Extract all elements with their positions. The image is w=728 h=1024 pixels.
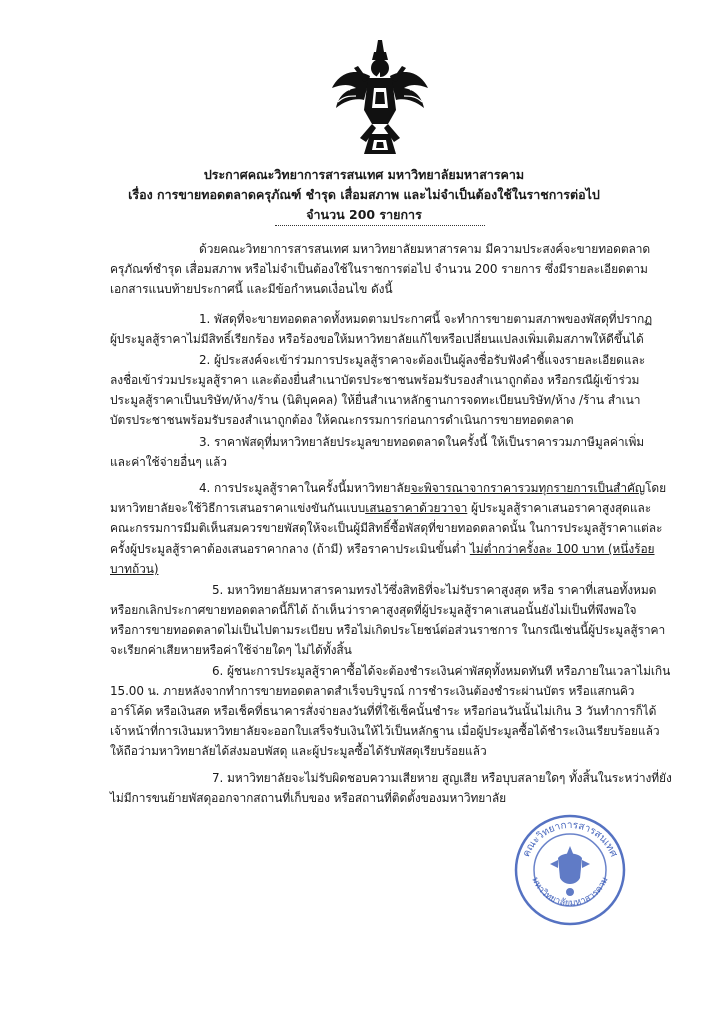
clause-6-line: ให้ถือว่ามหาวิทยาลัยได้ส่งมอบพัสดุ และผู้ประมูลซื้อได้รับพัสดุเรียบร้อยแล้ว: [110, 744, 487, 758]
clause-4-text: ผู้ประมูลสู้ราคาเสนอราคาสูงสุดและ: [467, 501, 652, 515]
clause-7-line: 7. มหาวิทยาลัยจะไม่รับผิดชอบความเสียหาย สูญเสีย หรือบุบสลายใดๆ ทั้งสิ้นในระหว่างที่ยัง: [212, 771, 672, 785]
announcement-title: ประกาศคณะวิทยาการสารสนเทศ มหาวิทยาลัยมหาสารคาม: [203, 167, 525, 182]
clause-3-line: 3. ราคาพัสดุที่มหาวิทยาลัยประมูลขายทอดตลาดในครั้งนี้ ให้เป็นราคารวมภาษีมูลค่าเพิ่ม: [199, 435, 645, 449]
garuda-emblem-icon: [330, 38, 430, 156]
clause-5-line: หรือยกเลิกประกาศขายทอดตลาดนี้ก็ได้ ถ้าเห็นว่าราคาสูงสุดที่ผู้ประมูลสู้ราคาเสนอนั้นยังไม่เป็นที่พึงพอใจ: [110, 603, 637, 617]
clause-4-line: [110, 500, 651, 516]
clause-4-text: มหาวิทยาลัยจะใช้วิธีการเสนอราคาแข่งขันกันแบบ: [110, 501, 366, 515]
clause-4-line: [199, 480, 666, 496]
clause-4-line: คณะกรรมการมีมติเห็นสมควรขายพัสดุให้จะเป็นผู้มีสิทธิ์ซื้อพัสดุที่ขายทอดตลาดนั้น ในการประมูลสู้ราคาแต่ละ: [110, 521, 663, 535]
clause-6-line: อาร์โค้ด หรือเงินสด หรือเช็คที่ธนาคารสั่งจ่ายลงวันที่ที่ใช้เช็คนั้นชำระ หรือก่อนวันนั้นไม่เกิน 3 วันทำการก็ได้: [110, 704, 657, 718]
clause-6-line: 15.00 น. ภายหลังจากทำการขายทอดตลาดสำเร็จบริบูรณ์ การชำระเงินต้องชำระผ่านบัตร หรือแสกนคิว: [110, 684, 635, 698]
clause-5-line: 5. มหาวิทยาลัยมหาสารคามทรงไว้ซึ่งสิทธิที่จะไม่รับราคาสูงสุด หรือ ราคาที่เสนอทั้งหมด: [212, 583, 657, 597]
clause-2-line: บัตรประชาชนพร้อมรับรองสำเนาถูกต้อง ให้คณะกรรมการก่อนการดำเนินการขายทอดตลาด: [110, 413, 574, 427]
clause-5-line: จะเรียกค่าเสียหายหรือค่าใช้จ่ายใดๆ ไม่ได้ทั้งสิ้น: [110, 643, 352, 657]
stamp-bottom-text: มหาวิทยาลัยมหาสารคาม: [529, 875, 611, 909]
clause-6-line: เจ้าหน้าที่การเงินมหาวิทยาลัยจะออกใบเสร็จรับเงินให้ไว้เป็นหลักฐาน เมื่อผู้ประมูลซื้อได้ชำระเงินเรียบร้อยแล้ว: [110, 724, 660, 738]
clause-2-line: ประมูลสู้ราคาเป็นบริษัท/ห้าง/ร้าน (นิติบุคคล) ให้ยื่นสำเนาหลักฐานการจดทะเบียนบริษัท/ห้าง /ร้าน สำเนา: [110, 393, 641, 407]
faculty-seal-stamp: [510, 808, 630, 928]
intro-line: ด้วยคณะวิทยาการสารสนเทศ มหาวิทยาลัยมหาสารคาม มีความประสงค์จะขายทอดตลาด: [199, 242, 651, 256]
clause-1-line: ผู้ประมูลสู้ราคาไม่มีสิทธิ์เรียกร้อง หรือร้องขอให้มหาวิทยาลัยแก้ไขหรือเปลี่ยนแปลงเพิ่มเติมสภาพให้ดีขึ้นได้: [110, 332, 644, 346]
clause-2-line: ลงชื่อเข้าร่วมประมูลสู้ราคา และต้องยื่นสำเนาบัตรประชาชนพร้อมรับรองสำเนาถูกต้อง หรือกรณีผู้เข้าร่วม: [110, 373, 640, 387]
announcement-quantity: จำนวน 200 รายการ: [306, 207, 422, 222]
header-divider: [275, 225, 485, 226]
clause-4-line: บาทถ้วน): [110, 562, 159, 576]
clause-4-emphasis: ไม่ต่ำกว่าครั้งละ 100 บาท (หนึ่งร้อย: [469, 542, 655, 556]
clause-2-line: 2. ผู้ประสงค์จะเข้าร่วมการประมูลสู้ราคาจะต้องเป็นผู้ลงชื่อรับฟังคำชี้แจงรายละเอียดและ: [199, 353, 646, 367]
clause-6-line: 6. ผู้ชนะการประมูลสู้ราคาซื้อได้จะต้องชำระเงินค่าพัสดุทั้งหมดทันที หรือภายในเวลาไม่เกิน: [212, 664, 671, 678]
clause-4-emphasis: จะพิจารณาจากราคารวมทุกรายการเป็นสำคัญ: [410, 481, 646, 495]
clause-3-line: และค่าใช้จ่ายอื่นๆ แล้ว: [110, 455, 227, 469]
clause-4-line: [110, 541, 654, 557]
intro-line: เอกสารแนบท้ายประกาศนี้ และมีข้อกำหนดเงื่อนไข ดังนี้: [110, 282, 393, 296]
clause-4-emphasis: เสนอราคาด้วยวาจา: [365, 501, 468, 515]
intro-line: ครุภัณฑ์ชำรุด เสื่อมสภาพ หรือไม่จำเป็นต้องใช้ในราชการต่อไป จำนวน 200 รายการ ซึ่งมีรายละเอียดตาม: [110, 262, 648, 276]
announcement-subject: เรื่อง การขายทอดตลาดครุภัณฑ์ ชำรุด เสื่อมสภาพ และไม่จำเป็นต้องใช้ในราชการต่อไป: [128, 187, 600, 202]
clause-4-text: ครั้งผู้ประมูลสู้ราคาต้องเสนอราคากลาง (ถ้ามี) หรือราคาประเมินขั้นต่ำ: [110, 542, 470, 556]
clause-1-line: 1. พัสดุที่จะขายทอดตลาดทั้งหมดตามประกาศนี้ จะทำการขายตามสภาพของพัสดุที่ปรากฏ: [199, 312, 653, 326]
clause-4-text: โดย: [645, 481, 667, 495]
clause-5-line: หรือการขายทอดตลาดไม่เป็นไปตามระเบียบ หรือไม่เกิดประโยชน์ต่อส่วนราชการ ในกรณีเช่นนี้ผู้ประมูลสู้ราคา: [110, 623, 666, 637]
clause-7-line: ไม่มีการขนย้ายพัสดุออกจากสถานที่เก็บของ หรือสถานที่ติดตั้งของมหาวิทยาลัย: [110, 791, 507, 805]
stamp-top-text: คณะวิทยาการสารสนเทศ: [520, 819, 620, 859]
clause-4-text: 4. การประมูลสู้ราคาในครั้งนี้มหาวิทยาลัย: [199, 481, 411, 495]
